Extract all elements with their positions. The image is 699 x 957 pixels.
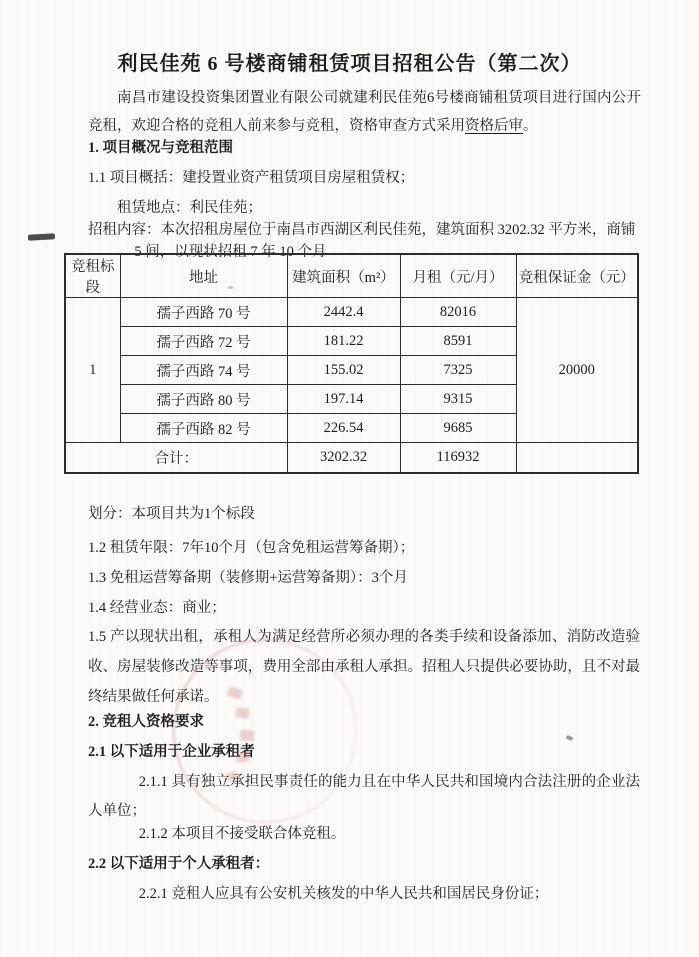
lots-table	[64, 253, 639, 474]
item-1-4: 1.4 经营业态：商业；	[88, 600, 226, 616]
item-2-1-2: 2.1.2 本项目不接受联合体竞租。	[138, 826, 346, 842]
total-deposit-empty-cell	[516, 443, 638, 473]
table-header-row	[65, 254, 638, 298]
item-2-1: 2.1 以下适用于企业承租者	[88, 744, 255, 760]
total-rent-cell: 116932	[400, 443, 516, 473]
rent-cell: 8591	[400, 327, 516, 356]
rental-content-line2: 5 间，以现状招租 7 年 10 个月	[134, 244, 327, 260]
area-cell: 181.22	[287, 327, 400, 356]
address-cell: 孺子西路 72 号	[120, 327, 287, 356]
deposit-cell: 20000	[516, 298, 638, 443]
col-header-rent: 月租（元/月）	[400, 254, 516, 298]
address-cell: 孺子西路 82 号	[120, 414, 287, 443]
item-2-2: 2.2 以下适用于个人承租者：	[88, 856, 270, 872]
item-1-3: 1.3 免租运营筹备期（装修期+运营筹备期）：3个月	[88, 570, 408, 586]
area-cell: 197.14	[287, 385, 400, 414]
table-row	[65, 298, 638, 327]
col-header-bid-section: 竞租标段	[65, 254, 120, 298]
area-cell: 2442.4	[287, 298, 400, 327]
rent-cell: 7325	[400, 356, 516, 385]
total-label-cell: 合计：	[65, 443, 287, 473]
col-header-area: 建筑面积（m²）	[287, 254, 400, 298]
scan-artifact	[566, 735, 574, 741]
section-1-heading: 1. 项目概况与竞租范围	[88, 140, 233, 156]
red-seal-stamp	[235, 751, 249, 763]
page-title: 利民佳苑 6 号楼商铺租赁项目招租公告（第二次）	[117, 53, 582, 75]
rental-location: 租赁地点：利民佳苑；	[117, 200, 262, 216]
red-seal-stamp	[172, 638, 358, 824]
total-area-cell: 3202.32	[287, 443, 400, 473]
item-1-2: 1.2 租赁年限：7年10个月（包含免租运营筹备期）；	[88, 540, 415, 556]
area-cell: 226.54	[287, 414, 400, 443]
intro-text: 南昌市建设投资集团置业有限公司就建利民佳苑6号楼商铺租赁项目进行国内公开竞租，欢迎合格的竞租人前来参与竞租，资格审查方式采用	[88, 90, 641, 134]
rent-cell: 9685	[400, 414, 516, 443]
item-2-2-1: 2.2.1 竞租人应具有公安机关核发的中华人民共和国居民身份证；	[138, 886, 549, 902]
item-2-1-1: 2.1.1 具有独立承担民事责任的能力且在中华人民共和国境内合法注册的企业法人单位；	[88, 774, 640, 819]
bid-section-cell: 1	[65, 298, 120, 443]
address-cell: 孺子西路 70 号	[120, 298, 287, 327]
red-seal-stamp	[240, 730, 255, 742]
address-cell: 孺子西路 74 号	[120, 356, 287, 385]
table-total-row	[65, 443, 638, 473]
col-header-address: 地址	[120, 254, 287, 298]
scan-artifact	[28, 233, 55, 240]
item-1-1: 1.1 项目概括：建投置业资产租赁项目房屋租赁权；	[88, 170, 415, 186]
section-2-heading: 2. 竞租人资格要求	[88, 714, 204, 730]
intro-underlined-term: 资格后审	[465, 118, 523, 134]
division-note: 划分：本项目共为1个标段	[88, 506, 255, 522]
intro-paragraph	[88, 84, 641, 140]
rental-content-line1: 招租内容：本次招租房屋位于南昌市西湖区利民佳苑，建筑面积 3202.32 平方米，商铺	[88, 222, 636, 238]
rent-cell: 82016	[400, 298, 516, 327]
scan-artifact	[228, 286, 233, 289]
intro-period: 。	[523, 118, 538, 134]
address-cell: 孺子西路 80 号	[120, 385, 287, 414]
rent-cell: 9315	[400, 385, 516, 414]
area-cell: 155.02	[287, 356, 400, 385]
red-seal-stamp	[235, 707, 250, 719]
item-1-5: 1.5 产以现状出租，承租人为满足经营所必须办理的各类手续和设备添加、消防改造验收、房屋装修改造等事项，费用全部由承租人承担。招租人只提供必要协助，且不对最终结果做任何承诺。	[88, 629, 640, 705]
col-header-deposit: 竞租保证金（元）	[516, 254, 638, 298]
